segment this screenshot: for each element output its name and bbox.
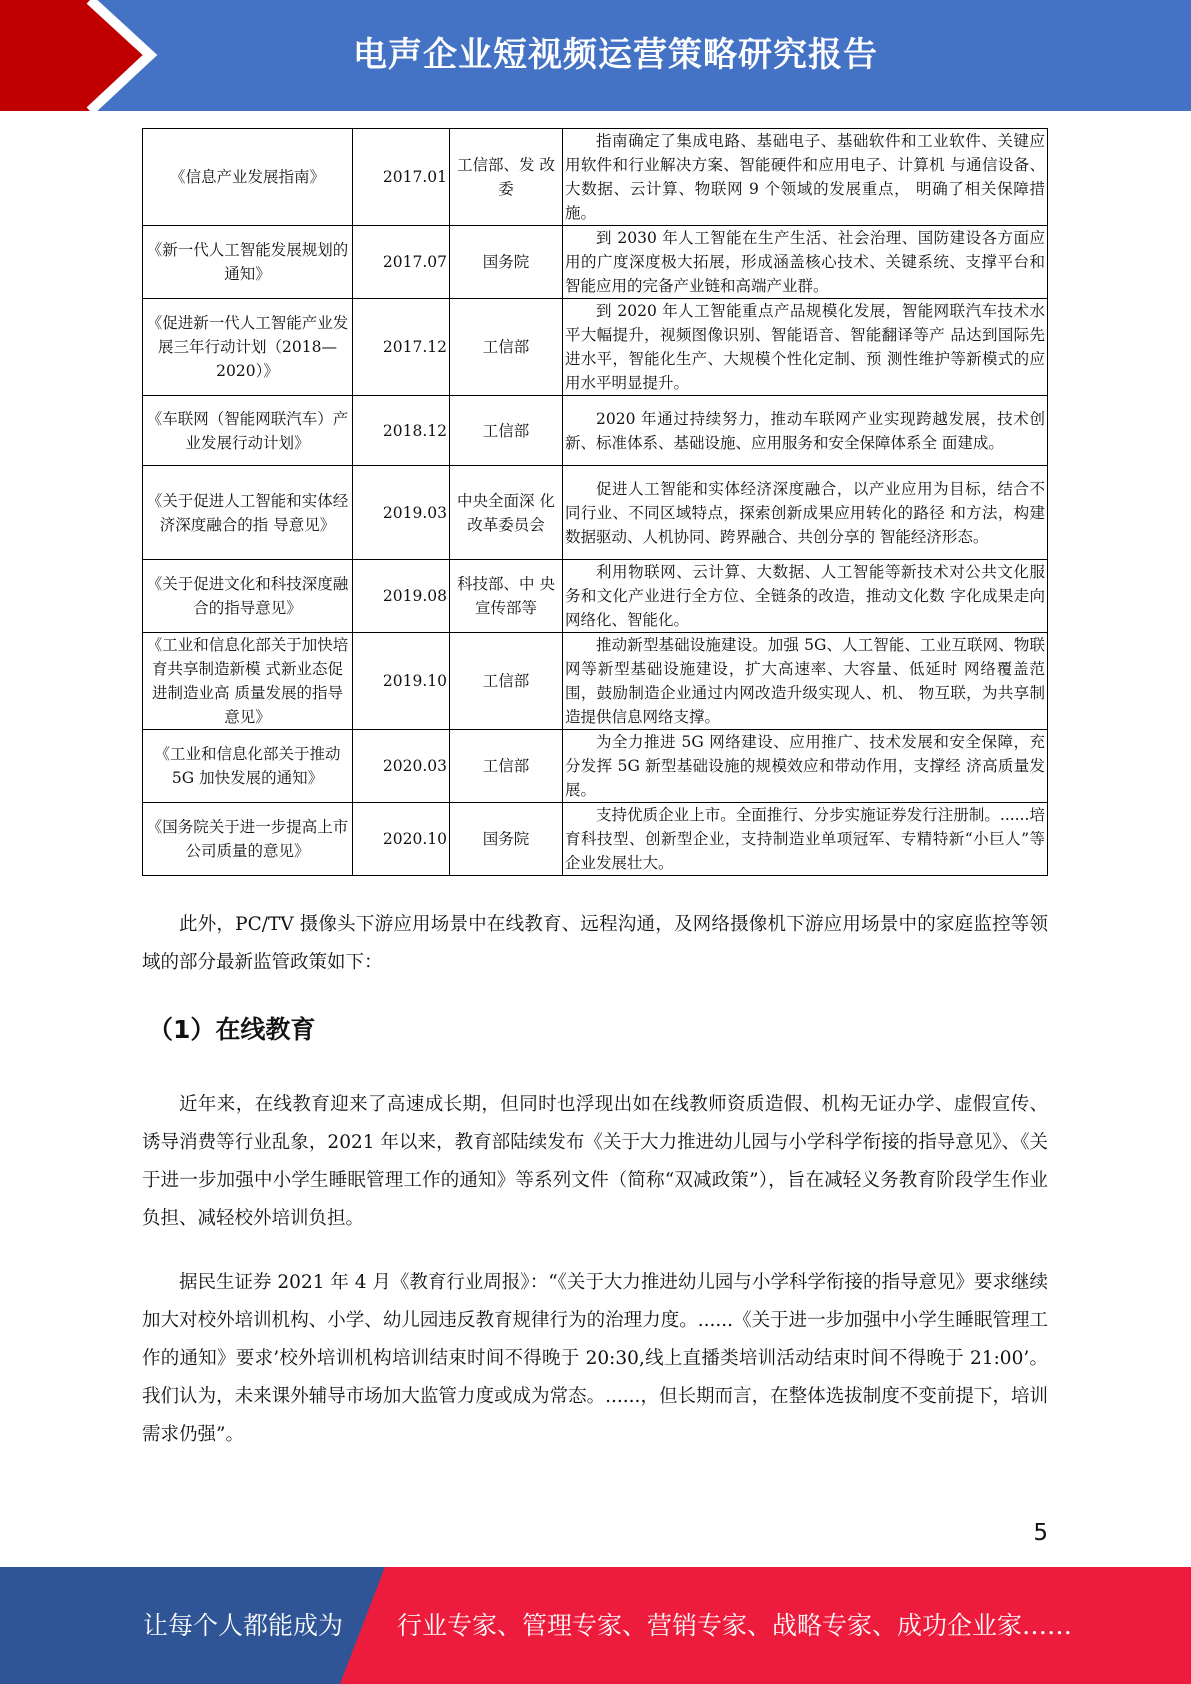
intro-paragraph: 此外，PC/TV 摄像头下游应用场景中在线教育、远程沟通，及网络摄像机下游应用场景中的家庭监控等领域的部分最新监管政策如下：	[142, 914, 1048, 973]
policy-description-cell: 到 2020 年人工智能重点产品规模化发展，智能网联汽车技术水平大幅提升，视频图像识别、智能语音、智能翻译等产 品达到国际先进水平，智能化生产、大规模个性化定制、预 测性维护等新模式的应用水平明显提升。	[563, 299, 1048, 396]
policy-description-cell: 为全力推进 5G 网络建设、应用推广、技术发展和安全保障，充分发挥 5G 新型基础设施的规模效应和带动作用，支撑经 济高质量发展。	[563, 730, 1048, 803]
policy-name-cell: 《新一代人工智能发展规划的通知》	[143, 226, 353, 299]
policy-description-cell: 指南确定了集成电路、基础电子、基础软件和工业软件、关键应用软件和行业解决方案、智能硬件和应用电子、计算机 与通信设备、大数据、云计算、物联网 9 个领域的发展重点， 明确了相关保障措施。	[563, 129, 1048, 226]
policy-name-cell: 《关于促进人工智能和实体经济深度融合的指 导意见》	[143, 466, 353, 560]
footer-slogan-left: 让每个人都能成为	[143, 1611, 344, 1640]
policy-description-cell: 推动新型基础设施建设。加强 5G、人工智能、工业互联网、物联网等新型基础设施建设，扩大高速率、大容量、低延时 网络覆盖范围，鼓励制造企业通过内网改造升级实现人、机、 物互联，为共享制造提供信息网络支撑。	[563, 633, 1048, 730]
online-education-paragraph-2: 据民生证券 2021 年 4 月《教育行业周报》：“《关于大力推进幼儿园与小学科学衔接的指导意见》要求继续加大对校外培训机构、小学、幼儿园违反教育规律行为的治理力度。......《关于进一步加强中小学生睡眠管理工作的通知》要求’校外培训机构培训结束时间不得晚于 20:30,线上直播类培训活动结束时间不得晚于 21:00’。我们认为，未来课外辅导市场加大监管力度或成为常态。......，但长期而言，在整体选拔制度不变前提下，培训需求仍强”。	[142, 1272, 1048, 1445]
policy-date-cell: 2017.07	[353, 226, 450, 299]
policy-dept-cell: 中央全面深 化改革委员会	[450, 466, 563, 560]
online-education-paragraph-1: 近年来，在线教育迎来了高速成长期，但同时也浮现出如在线教师资质造假、机构无证办学、虚假宣传、诱导消费等行业乱象，2021 年以来，教育部陆续发布《关于大力推进幼儿园与小学科学衔接的指导意见》、《关于进一步加强中小学生睡眠管理工作的通知》等系列文件（简称“双减政策”），旨在减轻义务教育阶段学生作业负担、减轻校外培训负担。	[142, 1094, 1048, 1229]
policy-name-cell: 《促进新一代人工智能产业发展三年行动计划（2018—2020）》	[143, 299, 353, 396]
policy-description-cell: 到 2030 年人工智能在生产生活、社会治理、国防建设各方面应用的广度深度极大拓展，形成涵盖核心技术、关键系统、支撑平台和智能应用的完备产业链和高端产业群。	[563, 226, 1048, 299]
policy-dept-cell: 国务院	[450, 803, 563, 876]
policy-table-row	[143, 396, 1048, 466]
page-footer	[0, 1567, 1191, 1684]
policy-dept-cell: 工信部	[450, 730, 563, 803]
policy-dept-cell: 工信部	[450, 633, 563, 730]
policy-date-cell: 2020.03	[353, 730, 450, 803]
policy-date-cell: 2020.10	[353, 803, 450, 876]
policy-description-cell: 支持优质企业上市。全面推行、分步实施证券发行注册制。......培育科技型、创新型企业，支持制造业单项冠军、专精特新“小巨人”等企业发展壮大。	[563, 803, 1048, 876]
policy-dept-cell: 科技部、中 央宣传部等	[450, 560, 563, 633]
policy-description-cell: 2020 年通过持续努力，推动车联网产业实现跨越发展，技术创新、标准体系、基础设施、应用服务和安全保障体系全 面建成。	[563, 396, 1048, 466]
policy-dept-cell: 工信部	[450, 396, 563, 466]
policy-table-row	[143, 299, 1048, 396]
policy-dept-cell: 工信部、发 改委	[450, 129, 563, 226]
policy-dept-cell: 工信部	[450, 299, 563, 396]
policy-date-cell: 2017.12	[353, 299, 450, 396]
policy-date-cell: 2019.10	[353, 633, 450, 730]
page-number: 5	[1033, 1520, 1048, 1546]
policy-description-cell: 利用物联网、云计算、大数据、人工智能等新技术对公共文化服务和文化产业进行全方位、全链条的改造，推动文化数 字化成果走向网络化、智能化。	[563, 560, 1048, 633]
policy-dept-cell: 国务院	[450, 226, 563, 299]
report-title: 电声企业短视频运营策略研究报告	[353, 35, 878, 75]
policy-name-cell: 《国务院关于进一步提高上市公司质量的意见》	[143, 803, 353, 876]
policy-table	[142, 128, 1048, 876]
policy-table-row	[143, 129, 1048, 226]
policy-date-cell: 2018.12	[353, 396, 450, 466]
policy-table-row	[143, 803, 1048, 876]
policy-name-cell: 《信息产业发展指南》	[143, 129, 353, 226]
policy-name-cell: 《工业和信息化部关于加快培育共享制造新模 式新业态促进制造业高 质量发展的指导意见》	[143, 633, 353, 730]
policy-table-row	[143, 226, 1048, 299]
policy-name-cell: 《工业和信息化部关于推动 5G 加快发展的通知》	[143, 730, 353, 803]
footer-slogan-right: 行业专家、管理专家、营销专家、战略专家、成功企业家……	[397, 1611, 1073, 1640]
section-title-online-education: （1）在线教育	[148, 1015, 316, 1044]
page-header	[0, 0, 1191, 111]
policy-date-cell: 2017.01	[353, 129, 450, 226]
policy-table-row	[143, 633, 1048, 730]
policy-name-cell: 《车联网（智能网联汽车）产业发展行动计划》	[143, 396, 353, 466]
policy-table-row	[143, 560, 1048, 633]
policy-description-cell: 促进人工智能和实体经济深度融合，以产业应用为目标，结合不同行业、不同区域特点，探索创新成果应用转化的路径 和方法，构建数据驱动、人机协同、跨界融合、共创分享的 智能经济形态。	[563, 466, 1048, 560]
policy-table-row	[143, 730, 1048, 803]
policy-date-cell: 2019.03	[353, 466, 450, 560]
policy-table-row	[143, 466, 1048, 560]
policy-date-cell: 2019.08	[353, 560, 450, 633]
policy-name-cell: 《关于促进文化和科技深度融合的指导意见》	[143, 560, 353, 633]
